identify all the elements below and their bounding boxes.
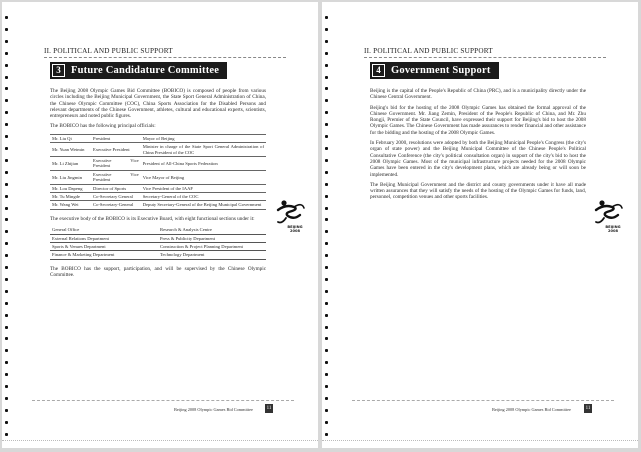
department-name: Research & Analysis Centre	[158, 226, 266, 234]
footer-text: Beijing 2008 Olympic Games Bid Committee	[174, 407, 253, 412]
department-row	[50, 234, 266, 242]
scan-edge	[322, 440, 638, 448]
official-row	[50, 193, 266, 201]
official-name: Mr. Lou Dapeng	[50, 184, 91, 192]
official-row	[50, 157, 266, 171]
section-header: II. POLITICAL AND PUBLIC SUPPORT	[364, 47, 493, 55]
official-position: Secretary-General of the COC	[141, 193, 266, 201]
official-row	[50, 201, 266, 209]
footer-text: Beijing 2008 Olympic Games Bid Committee	[492, 407, 571, 412]
footer-divider	[32, 400, 294, 401]
intro-paragraph: The Beijing 2008 Olympic Games Bid Committee (BOBICO) is composed of people from various circles including the Beijing Municipal Government, the State Sport General Administration of China, the Chinese Olympic Committee (COC), China Sports Association for the Disabled Persons and relevant departments of the Chinese Government, athletes, cultural and educational experts, scientists, entrepreneurs and noted public figures.	[50, 88, 266, 120]
page-number: 11	[585, 406, 591, 411]
official-role: President	[91, 134, 141, 142]
binding-holes	[5, 16, 11, 436]
department-name: External Relations Department	[50, 234, 158, 242]
official-name: Mr. Liu Jingmin	[50, 170, 91, 184]
officials-table	[50, 134, 266, 210]
chapter-title: Future Candidature Committee	[71, 65, 220, 76]
chapter-title-bar	[370, 62, 499, 79]
beijing-2008-logo	[592, 198, 626, 238]
footer-divider	[352, 400, 614, 401]
binding-holes	[325, 16, 331, 436]
chapter-title: Government Support	[391, 65, 491, 76]
official-role: Executive President	[91, 143, 141, 157]
executive-paragraph: The executive body of the BOBICO is its Executive Board, with eight functional sections under it:	[50, 215, 255, 222]
section-divider	[364, 57, 606, 58]
official-position: Vice Mayor of Beijing	[141, 170, 266, 184]
logo-caption: BEIJING 2008	[605, 225, 621, 233]
official-row	[50, 184, 266, 192]
department-name: Finance & Marketing Department	[50, 251, 158, 259]
chapter-number: 4	[372, 64, 385, 77]
body-paragraph: In February 2000, resolutions were adopted by both the Beijing Municipal People's Congress (the city's organ of state power) and the Beijing Municipal Committee of the Chinese People's Political Consultative Conference (the city's political consultation organ) in support of the city's bid to host the 2008 Olympic Games. Most of the municipal infrastructure projects needed for the 2008 Olympic Games have been entered in the city's development plans, which are already being or will soon be implemented.	[370, 140, 586, 178]
official-position: President of All-China Sports Federation	[141, 157, 266, 171]
official-name: Mr. Tu Mingde	[50, 193, 91, 201]
department-name: General Office	[50, 226, 158, 234]
department-name: Press & Publicity Department	[158, 234, 266, 242]
section-divider	[44, 57, 286, 58]
official-position: Vice President of the IAAF	[141, 184, 266, 192]
department-row	[50, 251, 266, 259]
closing-paragraph: The BOBICO has the support, participation, and will be supervised by the Chinese Olympic Committee.	[50, 265, 266, 279]
section-header: II. POLITICAL AND PUBLIC SUPPORT	[44, 47, 173, 55]
olympic-emblem-icon	[592, 198, 626, 226]
left-body	[50, 88, 266, 282]
body-paragraph: Beijing's bid for the hosting of the 2008 Olympic Games has obtained the formal approval of the Chinese Government. Mr. Jiang Zemin, President of the People's Republic of China, and Mr. Zhu Rongji, Premier of the State Council, have expressed their support for Beijing's bid to host the 2008 Olympic Games. The Chinese Government has made assurances to render financial and other assistance for the bidding and the hosting of the 2008 Olympic Games.	[370, 104, 586, 136]
department-row	[50, 226, 266, 234]
olympic-emblem-icon	[274, 198, 308, 226]
official-row	[50, 143, 266, 157]
official-name: Mr. Yuan Weimin	[50, 143, 91, 157]
scan-edge	[2, 440, 318, 448]
official-position: Deputy Secretary-General of the Beijing Municipal Government	[141, 201, 266, 209]
department-name: Construction & Project Planning Department	[158, 242, 266, 250]
official-position: Mayor of Beijing	[141, 134, 266, 142]
body-paragraph: Beijing is the capital of the People's Republic of China (PRC), and is a municipality directly under the Chinese Central Government.	[370, 88, 586, 101]
official-row	[50, 134, 266, 142]
official-position: Minister in charge of the State Sport General Administration of China President of the COC	[142, 144, 264, 155]
right-body	[370, 88, 586, 205]
departments-table	[50, 226, 266, 260]
logo-caption: BEIJING 2008	[287, 225, 303, 233]
left-page	[2, 2, 318, 448]
official-role: Co-Secretary General	[91, 193, 141, 201]
department-name: Technology Department	[158, 251, 266, 259]
official-name: Mr. Wang Wei	[50, 201, 91, 209]
official-role: Director of Sports	[91, 184, 141, 192]
chapter-number: 3	[52, 64, 65, 77]
body-paragraph: The Beijing Municipal Government and the district and county governments under it have all made written assurances that they will satisfy the needs of the hosting of the Olympic Games for funds, land, personnel, competition venues and other sports facilities.	[370, 181, 586, 201]
official-name: Mr. Liu Qi	[50, 134, 91, 142]
page-number: 11	[266, 406, 272, 411]
official-role: Executive Vice President	[93, 171, 139, 183]
official-role: Co-Secretary-General	[91, 201, 141, 209]
right-page	[322, 2, 638, 448]
department-name: Sports & Venues Department	[50, 242, 158, 250]
official-row	[50, 170, 266, 184]
official-role: Executive Vice President	[93, 158, 139, 169]
chapter-title-bar	[50, 62, 227, 79]
official-name: Mr. Li Zhijian	[50, 157, 91, 171]
officials-intro: The BOBICO has the following principal officials:	[50, 123, 156, 130]
beijing-2008-logo	[274, 198, 308, 238]
department-row	[50, 242, 266, 250]
